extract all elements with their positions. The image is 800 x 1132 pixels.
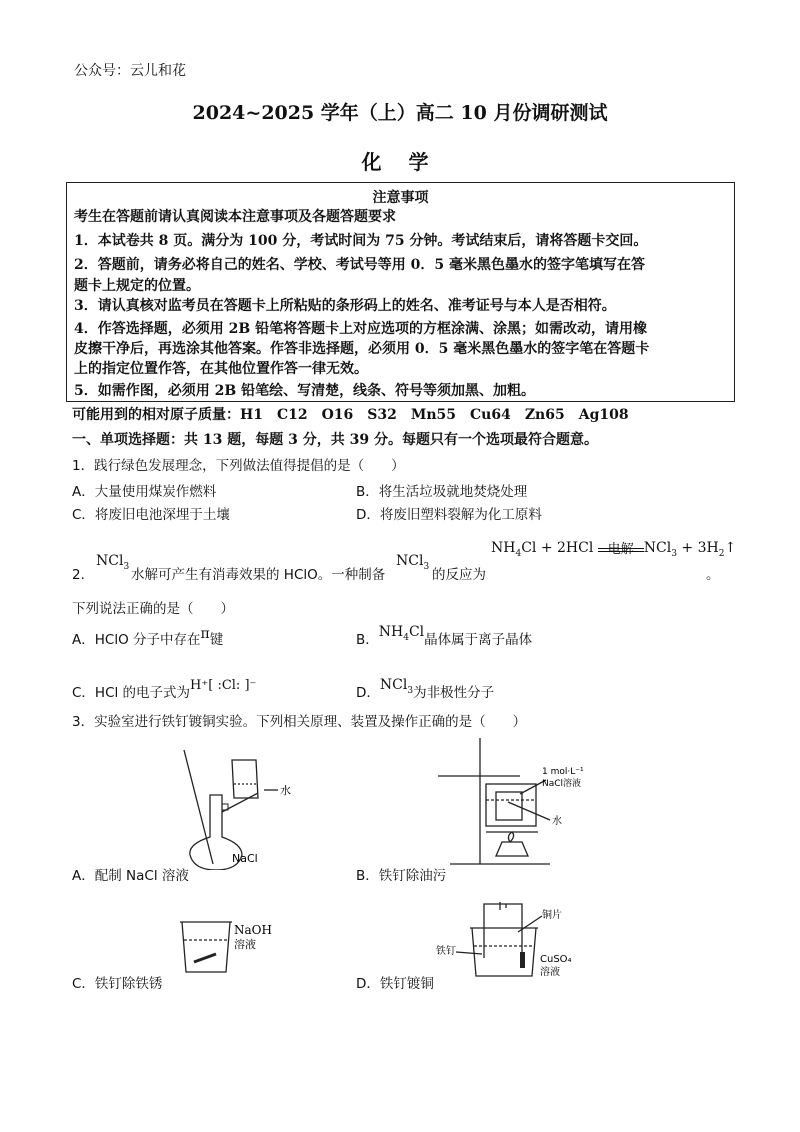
copper-plate-label: 铜片 — [542, 910, 562, 921]
volumetric-flask-figure — [170, 740, 320, 870]
question-3-stem: 3．实验室进行铁钉镀铜实验。下列相关原理、装置及操作正确的是（ ） — [72, 714, 527, 730]
question-2-text: 水解可产生有消毒效果的 HClO。一种制备 — [131, 567, 386, 583]
reaction-equation: $NH_4Cl + 2HCl$ 电解 $NCl_3 + 3H_2↑$ — [491, 540, 737, 559]
q3-option-c: C．铁钉除铁锈 — [72, 976, 163, 992]
iron-nail-label: 铁钉 — [436, 946, 456, 957]
ncl3-formula: NCl$_3$ — [96, 553, 130, 572]
question-2-period: 。 — [706, 567, 720, 583]
solution-label: 溶液 — [234, 938, 256, 951]
notice-line: 题卡上规定的位置。 — [74, 278, 200, 294]
glass-rod — [184, 750, 213, 864]
nacl-solution-label: NaCl溶液 — [542, 779, 582, 789]
q3-option-b: B．铁钉除油污 — [356, 868, 447, 884]
notice-line: 3．请认真核对监考员在答题卡上所粘贴的条形码上的姓名、准考证号与本人是否相符。 — [74, 298, 616, 314]
notice-title: 注意事项 — [372, 190, 429, 206]
exam-title: 2024~2025 学年（上）高二 10 月份调研测试 — [192, 102, 608, 124]
hcl-electron-formula: H⁺[ :Cl: ]⁻ — [190, 678, 257, 693]
q2-option-b: B．$NH_4Cl$晶体属于离子晶体 — [356, 624, 533, 648]
question-2-text: 的反应为 — [432, 567, 486, 583]
notice-line: 5．如需作图，必须用 2B 铅笔绘、写清楚，线条、符号等须加黑、加粗。 — [74, 383, 536, 399]
naoh-beaker-figure — [178, 916, 288, 976]
solution-label: 溶液 — [540, 967, 560, 978]
electroplating-figure — [436, 902, 596, 982]
water-label: 水 — [280, 784, 291, 797]
q1-option-d: D．将废旧塑料裂解为化工原料 — [356, 507, 542, 523]
notice-line: 2．答题前，请务必将自己的姓名、学校、考试号等用 0．5 毫米黑色墨水的签字笔填写在答 — [74, 257, 645, 273]
water-label: 水 — [552, 816, 562, 827]
reaction-condition: 电解 — [607, 542, 634, 557]
source-label: 公众号：云儿和花 — [74, 63, 186, 79]
q2-option-d: D．NCl$_3$为非极性分子 — [356, 677, 495, 701]
beaker-shape — [182, 922, 230, 972]
notice-line: 皮擦干净后，再选涂其他答案。作答非选择题，必须用 0．5 毫米黑色墨水的签字笔在答题卡 — [74, 341, 650, 357]
heating-apparatus-figure — [430, 736, 600, 866]
question-1-stem: 1．践行绿色发展理念，下列做法值得提倡的是（ ） — [72, 458, 405, 474]
q3-option-d: D．铁钉镀铜 — [356, 976, 434, 992]
q1-option-a: A．大量使用煤炭作燃料 — [72, 484, 217, 500]
concentration-label: 1 mol·L⁻¹ — [542, 767, 584, 777]
q1-option-c: C．将废旧电池深埋于土壤 — [72, 507, 230, 523]
notice-box — [66, 182, 735, 402]
notice-line: 考生在答题前请认真阅读本注意事项及各题答题要求 — [74, 209, 396, 225]
subject-title: 化 学 — [361, 150, 439, 174]
naoh-label: NaOH — [234, 923, 272, 937]
notice-line: 4．作答选择题，必须用 2B 铅笔将答题卡上对应选项的方框涂满、涂黑；如需改动，请用橡 — [74, 321, 648, 337]
q3-option-a: A．配制 NaCl 溶液 — [72, 868, 189, 884]
section-heading: 一、单项选择题：共 13 题，每题 3 分，共 39 分。每题只有一个选项最符合题意。 — [72, 432, 598, 448]
wire — [484, 904, 522, 910]
question-2-number: 2． — [72, 567, 95, 583]
iron-nail — [194, 954, 216, 962]
notice-line: 1．本试卷共 8 页。满分为 100 分，考试时间为 75 分钟。考试结束后，请将答题卡交回。 — [74, 233, 648, 249]
q2-option-c: C．HCl 的电子式为H⁺[ :Cl: ]⁻ — [72, 678, 257, 701]
ncl3-formula: NCl$_3$ — [396, 553, 430, 572]
notice-line: 上的指定位置作答，在其他位置作答一律无效。 — [74, 361, 368, 377]
atomic-masses: 可能用到的相对原子质量：H1 C12 O16 S32 Mn55 Cu64 Zn65 Ag108 — [72, 407, 629, 423]
beaker-shape — [472, 928, 536, 976]
cuso4-label: CuSO₄ — [540, 954, 572, 965]
q2-option-a: A．HClO 分子中存在π键 — [72, 626, 224, 648]
alcohol-lamp — [496, 842, 528, 856]
beaker-shape — [232, 760, 258, 798]
nacl-label: NaCl — [232, 852, 258, 865]
question-2-stem: 下列说法正确的是（ ） — [72, 601, 234, 617]
q1-option-b: B．将生活垃圾就地焚烧处理 — [356, 484, 528, 500]
